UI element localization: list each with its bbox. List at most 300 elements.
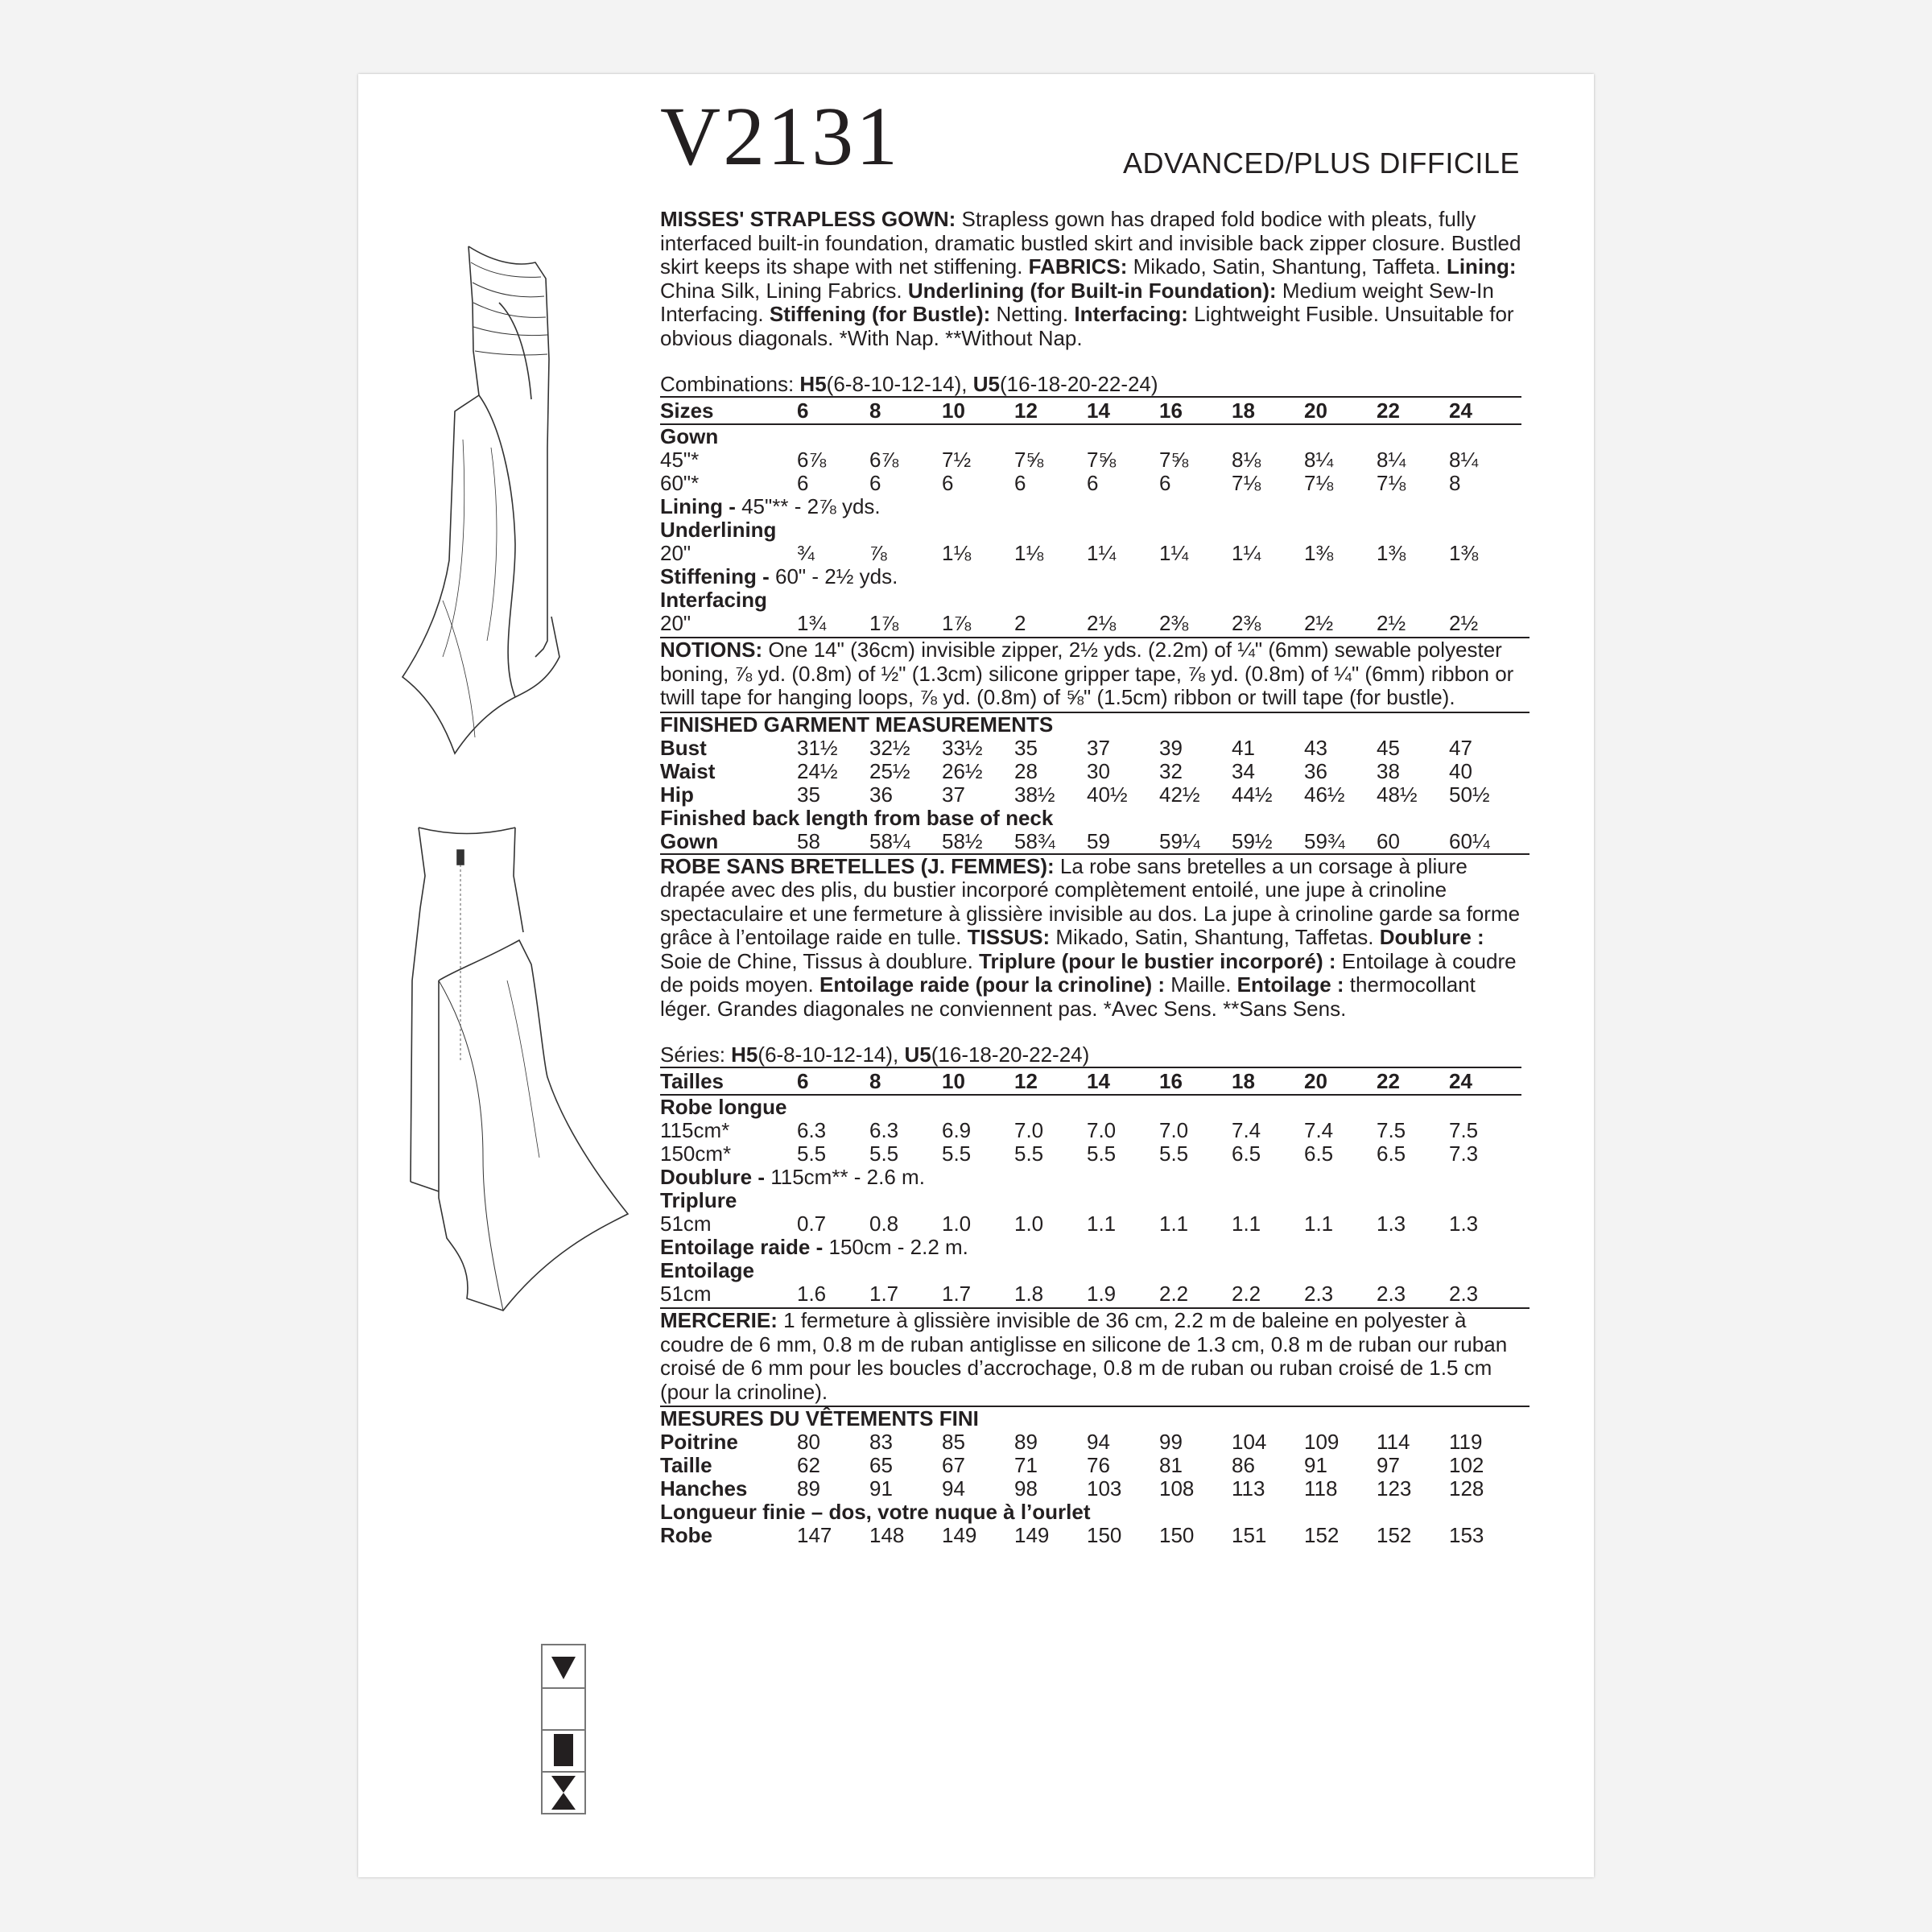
yardage-value: 6 <box>942 471 954 495</box>
measurement-row <box>660 1430 1521 1454</box>
text-run: La robe sans bretelles a un corsage à pliure drapée avec des plis, du bustier incorporé complètement entoilé, une jupe à crinoline spectaculaire et une fermeture à glissière invisible au dos. La jupe à crinoline garde sa forme grâce à l’entoilage raide en tulle. <box>660 853 1521 949</box>
yardage-value: 7.5 <box>1449 1118 1479 1142</box>
text-run: Entoilage à coudre de poids moyen. <box>660 948 1517 997</box>
row-label: Gown <box>660 828 719 853</box>
bold-run: FABRICS: <box>1028 254 1128 279</box>
yardage-value: 6.5 <box>1304 1141 1334 1166</box>
triangle-down-icon <box>550 1653 577 1681</box>
measurement-value: 91 <box>869 1476 893 1501</box>
measurement-value: 41 <box>1232 735 1255 760</box>
measurement-value: 37 <box>1087 735 1110 760</box>
yardage-value: 1⅞ <box>869 611 899 635</box>
measurement-value: 108 <box>1159 1476 1195 1501</box>
measurement-value: 44½ <box>1232 782 1273 807</box>
size-cell: 18 <box>1232 1067 1304 1095</box>
measurement-row <box>660 1454 1521 1477</box>
en-measurements-body <box>660 737 1521 853</box>
size-cell: 8 <box>869 397 942 424</box>
yardage-value: 1.0 <box>1014 1212 1044 1236</box>
measurement-value: 34 <box>1232 758 1255 783</box>
yardage-value: 0.7 <box>797 1212 827 1236</box>
size-cell: 24 <box>1449 1067 1521 1095</box>
yardage-row <box>660 1095 1521 1119</box>
text-run: Netting. <box>990 302 1075 326</box>
yardage-row <box>660 1142 1521 1166</box>
bold-run: Entoilage : <box>1236 972 1344 997</box>
yardage-value: 5.5 <box>1159 1141 1189 1166</box>
yardage-value: 7⅛ <box>1304 471 1334 495</box>
yardage-value: 1.6 <box>797 1282 827 1306</box>
text-run: thermocollant léger. Grandes diagonales ne conviennent pas. *Avec Sens. **Sans Sens. <box>660 972 1476 1021</box>
length-value: 59½ <box>1232 828 1273 853</box>
size-cell: 12 <box>1014 1067 1087 1095</box>
measurement-value: 28 <box>1014 758 1038 783</box>
yardage-value: 1.7 <box>869 1282 899 1306</box>
measurement-value: 50½ <box>1449 782 1490 807</box>
measurement-value: 85 <box>942 1430 965 1454</box>
yardage-row <box>660 612 1521 635</box>
yardage-value: 7⅝ <box>1087 448 1117 472</box>
text-run: (16-18-20-22-24) <box>931 1042 1090 1067</box>
yardage-value: 1⅛ <box>1014 541 1044 565</box>
measurement-value: 71 <box>1014 1453 1038 1477</box>
yardage-value: 2.2 <box>1232 1282 1261 1306</box>
measurement-value: 24½ <box>797 758 838 783</box>
yardage-value: 6.3 <box>797 1118 827 1142</box>
measurement-value: 25½ <box>869 758 910 783</box>
en-description <box>660 208 1530 350</box>
yardage-value: 6 <box>1159 471 1171 495</box>
size-cell: 16 <box>1159 397 1232 424</box>
yardage-value: 6⅞ <box>797 448 827 472</box>
row-label: Entoilage raide - 150cm - 2.2 m. <box>660 1235 968 1259</box>
text-run: One 14" (36cm) invisible zipper, 2½ yds. (2.2m) of ¼" (6mm) sewable polyester boning, ⅞ yd. (0.8m) of ½" (1.3cm) silicone gripper tape, ⅞ yd. (0.8m) of ¼" (6mm) ribbon or twill tape for hanging loops, ⅞ yd. (0.8m) of ⅝" (1.5cm) ribbon or twill tape (for bustle). <box>660 638 1514 709</box>
bold-run: H5 <box>731 1042 758 1067</box>
length-value: 60 <box>1377 828 1400 853</box>
length-value: 149 <box>1014 1523 1050 1547</box>
bold-run: Entoilage raide (pour la crinoline) : <box>819 972 1166 997</box>
en-measurements-table <box>660 737 1521 853</box>
measurement-value: 94 <box>1087 1430 1110 1454</box>
text-run: Medium weight Sew-In Interfacing. <box>660 278 1494 326</box>
size-cell: 20 <box>1304 397 1377 424</box>
en-notions <box>660 638 1530 710</box>
yardage-value: 7.4 <box>1232 1118 1261 1142</box>
back-view-sketch <box>402 819 636 1319</box>
measurement-row <box>660 783 1521 807</box>
length-value: 150 <box>1087 1523 1122 1547</box>
measurement-value: 35 <box>797 782 820 807</box>
yardage-value: 2½ <box>1377 611 1406 635</box>
measurement-value: 40½ <box>1087 782 1128 807</box>
size-cell: 6 <box>797 397 869 424</box>
pattern-number: V2131 <box>660 90 901 183</box>
yardage-value: 7.5 <box>1377 1118 1406 1142</box>
measurement-value: 89 <box>797 1476 820 1501</box>
yardage-value: 8 <box>1449 471 1461 495</box>
yardage-value: 6 <box>1014 471 1026 495</box>
yardage-row <box>660 1119 1521 1142</box>
row-label: Hip <box>660 782 694 807</box>
yardage-value: 6.3 <box>869 1118 899 1142</box>
measurement-value: 119 <box>1449 1430 1483 1454</box>
size-header-row <box>660 1067 1521 1095</box>
measurement-value: 48½ <box>1377 782 1418 807</box>
row-label: 45"* <box>660 448 700 472</box>
yardage-row <box>660 495 1521 518</box>
length-value: 59 <box>1087 828 1110 853</box>
fr-measurements-table <box>660 1430 1521 1547</box>
text-run: Mikado, Satin, Shantung, Taffetas. <box>1050 925 1380 949</box>
bold-run: Lining: <box>1446 254 1517 279</box>
row-label: Entoilage <box>660 1258 755 1282</box>
measurement-value: 113 <box>1232 1476 1265 1501</box>
yardage-value: 1.1 <box>1304 1212 1334 1236</box>
yardage-value: 8⅛ <box>1232 448 1261 472</box>
yardage-value: 0.8 <box>869 1212 899 1236</box>
row-label: 115cm* <box>660 1118 730 1142</box>
row-label: 20" <box>660 611 691 635</box>
difficulty-level: ADVANCED/PLUS DIFFICILE <box>1123 147 1520 180</box>
yardage-value: 1⅜ <box>1377 541 1406 565</box>
yardage-value: 8¼ <box>1449 448 1479 472</box>
yardage-value: 2 <box>1014 611 1026 635</box>
fr-measurements-body <box>660 1430 1521 1547</box>
size-cell: 16 <box>1159 1067 1232 1095</box>
measurement-value: 26½ <box>942 758 983 783</box>
bold-run: MISSES' STRAPLESS GOWN: <box>660 207 956 231</box>
yardage-value: 6⅞ <box>869 448 899 472</box>
row-label: Doublure - 115cm** - 2.6 m. <box>660 1165 925 1189</box>
text-run: (6-8-10-12-14), <box>758 1042 905 1067</box>
measurement-value: 36 <box>869 782 893 807</box>
bold-run: Doublure : <box>1379 925 1484 949</box>
yardage-value: 1¼ <box>1159 541 1189 565</box>
yardage-row <box>660 518 1521 542</box>
measurement-value: 38 <box>1377 758 1400 783</box>
measurement-value: 98 <box>1014 1476 1038 1501</box>
measurement-value: 30 <box>1087 758 1110 783</box>
row-label: Poitrine <box>660 1430 738 1454</box>
yardage-value: 1⅞ <box>942 611 972 635</box>
row-label: Robe longue <box>660 1095 787 1119</box>
measurement-value: 91 <box>1304 1453 1327 1477</box>
bold-run: Underlining (for Built-in Foundation): <box>907 278 1277 303</box>
yardage-value: ¾ <box>797 541 815 565</box>
size-cell: 10 <box>942 1067 1014 1095</box>
yardage-value: 7.0 <box>1014 1118 1044 1142</box>
rectangle-icon <box>554 1734 573 1766</box>
measurement-value: 94 <box>942 1476 965 1501</box>
size-label: Tailles <box>660 1067 797 1095</box>
length-value: 150 <box>1159 1523 1195 1547</box>
yardage-value: 7.3 <box>1449 1141 1479 1166</box>
fr-yardage-table <box>660 1067 1521 1306</box>
length-value: 58 <box>797 828 820 853</box>
yardage-value: 5.5 <box>942 1141 972 1166</box>
measurement-value: 76 <box>1087 1453 1110 1477</box>
bold-run: ROBE SANS BRETELLES (J. FEMMES): <box>660 853 1055 878</box>
yardage-value: 8¼ <box>1304 448 1334 472</box>
yardage-value: 1.3 <box>1449 1212 1479 1236</box>
measurement-value: 102 <box>1449 1453 1484 1477</box>
size-cell: 24 <box>1449 397 1521 424</box>
yardage-value: 2½ <box>1304 611 1334 635</box>
length-row <box>660 1524 1521 1547</box>
size-cell: 22 <box>1377 397 1449 424</box>
measurement-value: 38½ <box>1014 782 1055 807</box>
en-measurements-title: FINISHED GARMENT MEASUREMENTS <box>660 712 1054 737</box>
row-label: Robe <box>660 1523 712 1547</box>
measurement-value: 123 <box>1377 1476 1412 1501</box>
measurement-value: 97 <box>1377 1453 1400 1477</box>
yardage-value: 1.1 <box>1232 1212 1261 1236</box>
yardage-value: 5.5 <box>869 1141 899 1166</box>
yardage-value: ⅞ <box>869 541 887 565</box>
yardage-row <box>660 1282 1521 1306</box>
size-cell: 6 <box>797 1067 869 1095</box>
measurement-value: 32 <box>1159 758 1183 783</box>
measurement-value: 86 <box>1232 1453 1255 1477</box>
en-yardage-body <box>660 397 1521 635</box>
length-value: 152 <box>1304 1523 1340 1547</box>
yardage-value: 8¼ <box>1377 448 1406 472</box>
fr-combinations <box>660 1043 1530 1067</box>
yardage-value: 6 <box>869 471 881 495</box>
yardage-value: 5.5 <box>1014 1141 1044 1166</box>
length-title-row <box>660 807 1521 830</box>
bold-run: Interfacing: <box>1074 302 1188 326</box>
length-title-row <box>660 1501 1521 1524</box>
yardage-value: 1.9 <box>1087 1282 1117 1306</box>
bold-run: U5 <box>904 1042 931 1067</box>
text-run: Soie de Chine, Tissus à doublure. <box>660 948 980 973</box>
yardage-value: 2⅜ <box>1159 611 1189 635</box>
yardage-value: 6.5 <box>1232 1141 1261 1166</box>
row-label: Triplure <box>660 1188 737 1212</box>
yardage-value: 1⅜ <box>1304 541 1334 565</box>
yardage-value: 7.4 <box>1304 1118 1334 1142</box>
length-value: 58½ <box>942 828 983 853</box>
length-value: 60¼ <box>1449 828 1490 853</box>
yardage-value: 1.1 <box>1087 1212 1117 1236</box>
yardage-value: 2.2 <box>1159 1282 1189 1306</box>
text-run: (6-8-10-12-14), <box>826 372 973 396</box>
measurement-row <box>660 760 1521 783</box>
size-cell: 10 <box>942 397 1014 424</box>
measurement-value: 128 <box>1449 1476 1484 1501</box>
measurement-value: 35 <box>1014 735 1038 760</box>
yardage-value: 1¼ <box>1232 541 1261 565</box>
yardage-row <box>660 1259 1521 1282</box>
yardage-value: 7⅛ <box>1377 471 1406 495</box>
measurement-value: 33½ <box>942 735 983 760</box>
yardage-value: 2.3 <box>1449 1282 1479 1306</box>
yardage-value: 6 <box>1087 471 1099 495</box>
yardage-row <box>660 1212 1521 1236</box>
fr-measurements-title: MESURES DU VÊTEMENTS FINI <box>660 1406 979 1430</box>
fr-notions <box>660 1309 1530 1404</box>
length-title: Longueur finie – dos, votre nuque à l’ourlet <box>660 1500 1091 1524</box>
bold-run: H5 <box>799 372 827 396</box>
text-run: Strapless gown has draped fold bodice with pleats, fully interfaced built-in foundation, dramatic bustled skirt and invisible back zipper closure. Bustled skirt keeps its shape with net stiffening. <box>660 207 1521 279</box>
yardage-row <box>660 588 1521 612</box>
row-label: Taille <box>660 1453 712 1477</box>
text-run: (16-18-20-22-24) <box>1000 372 1158 396</box>
yardage-row <box>660 472 1521 495</box>
row-label: 150cm* <box>660 1141 732 1166</box>
row-label: Gown <box>660 424 719 448</box>
measurement-value: 81 <box>1159 1453 1183 1477</box>
measurement-row <box>660 737 1521 760</box>
row-label: Waist <box>660 758 716 783</box>
length-value: 148 <box>869 1523 905 1547</box>
measurement-value: 47 <box>1449 735 1472 760</box>
length-value: 152 <box>1377 1523 1412 1547</box>
yardage-value: 1.8 <box>1014 1282 1044 1306</box>
row-label: 51cm <box>660 1282 712 1306</box>
yardage-value: 1¾ <box>797 611 827 635</box>
yardage-value: 7⅝ <box>1159 448 1189 472</box>
measurement-value: 31½ <box>797 735 838 760</box>
yardage-value: 1⅜ <box>1449 541 1479 565</box>
measurement-value: 80 <box>797 1430 820 1454</box>
text-run: China Silk, Lining Fabrics. <box>660 278 908 303</box>
size-cell: 8 <box>869 1067 942 1095</box>
size-cell: 14 <box>1087 397 1159 424</box>
row-label: Lining - 45"** - 2⅞ yds. <box>660 494 881 518</box>
text-run: Maille. <box>1165 972 1237 997</box>
length-value: 58¼ <box>869 828 910 853</box>
measurement-value: 43 <box>1304 735 1327 760</box>
yardage-value: 2.3 <box>1304 1282 1334 1306</box>
en-combinations <box>660 373 1530 396</box>
size-cell: 22 <box>1377 1067 1449 1095</box>
measurement-value: 89 <box>1014 1430 1038 1454</box>
bold-run: Stiffening (for Bustle): <box>769 302 991 326</box>
measurement-value: 109 <box>1304 1430 1340 1454</box>
yardage-value: 2½ <box>1449 611 1479 635</box>
yardage-row <box>660 1189 1521 1212</box>
length-value: 153 <box>1449 1523 1484 1547</box>
yardage-row <box>660 542 1521 565</box>
size-label: Sizes <box>660 397 797 424</box>
measurement-value: 42½ <box>1159 782 1200 807</box>
en-yardage-table <box>660 396 1521 635</box>
yardage-value: 7½ <box>942 448 972 472</box>
yardage-value: 1¼ <box>1087 541 1117 565</box>
text-run: Séries: <box>660 1042 732 1067</box>
yardage-value: 7.0 <box>1159 1118 1189 1142</box>
row-label: 20" <box>660 541 691 565</box>
size-cell: 14 <box>1087 1067 1159 1095</box>
measurement-value: 45 <box>1377 735 1400 760</box>
yardage-value: 2⅜ <box>1232 611 1261 635</box>
row-label: Bust <box>660 735 707 760</box>
yardage-value: 1.3 <box>1377 1212 1406 1236</box>
row-label: Interfacing <box>660 588 767 612</box>
row-label: Underlining <box>660 518 777 542</box>
text-run: Combinations: <box>660 372 800 396</box>
measurement-value: 104 <box>1232 1430 1267 1454</box>
length-value: 59¾ <box>1304 828 1345 853</box>
yardage-value: 7⅛ <box>1232 471 1261 495</box>
length-value: 59¼ <box>1159 828 1200 853</box>
bold-run: U5 <box>972 372 1000 396</box>
measurement-value: 39 <box>1159 735 1183 760</box>
measurement-value: 32½ <box>869 735 910 760</box>
bold-run: NOTIONS: <box>660 638 763 662</box>
row-label: Hanches <box>660 1476 748 1501</box>
measurement-value: 99 <box>1159 1430 1183 1454</box>
yardage-value: 7⅝ <box>1014 448 1044 472</box>
length-row <box>660 830 1521 853</box>
yardage-row <box>660 565 1521 588</box>
measurement-value: 65 <box>869 1453 893 1477</box>
yardage-value: 1.1 <box>1159 1212 1189 1236</box>
yardage-row <box>660 448 1521 472</box>
fabric-legend <box>541 1644 586 1814</box>
measurement-row <box>660 1477 1521 1501</box>
fr-description <box>660 855 1530 1022</box>
size-cell: 20 <box>1304 1067 1377 1095</box>
row-label: 51cm <box>660 1212 712 1236</box>
size-header-row <box>660 397 1521 424</box>
length-value: 147 <box>797 1523 832 1547</box>
yardage-value: 2⅛ <box>1087 611 1117 635</box>
bold-run: Triplure (pour le bustier incorporé) : <box>979 948 1336 973</box>
yardage-value: 5.5 <box>1087 1141 1117 1166</box>
yardage-value: 6.5 <box>1377 1141 1406 1166</box>
hourglass-icon <box>551 1776 576 1810</box>
text-run: 1 fermeture à glissière invisible de 36 cm, 2.2 m de baleine en polyester à coudre de 6 mm, 0.8 m de ruban antiglisse en silicone de 1.3 cm, 0.8 m de ruban our ruban croisé de 6 mm pour les boucles d’accrochage, 0.8 m de ruban ou ruban croisé de 1.5 cm (pour la crinoline). <box>660 1308 1508 1404</box>
yardage-row <box>660 1236 1521 1259</box>
bold-run: TISSUS: <box>967 925 1051 949</box>
measurement-value: 46½ <box>1304 782 1345 807</box>
measurement-value: 103 <box>1087 1476 1122 1501</box>
yardage-row <box>660 1166 1521 1189</box>
yardage-value: 6 <box>797 471 809 495</box>
measurement-value: 36 <box>1304 758 1327 783</box>
measurement-value: 114 <box>1377 1430 1410 1454</box>
content-column <box>660 208 1530 1547</box>
yardage-value: 1.0 <box>942 1212 972 1236</box>
bold-run: MERCERIE: <box>660 1308 778 1332</box>
yardage-value: 5.5 <box>797 1141 827 1166</box>
length-value: 58¾ <box>1014 828 1055 853</box>
size-cell: 18 <box>1232 397 1304 424</box>
yardage-value: 2.3 <box>1377 1282 1406 1306</box>
yardage-value: 1.7 <box>942 1282 972 1306</box>
measurement-value: 37 <box>942 782 965 807</box>
text-run: Lightweight Fusible. Unsuitable for obvious diagonals. *With Nap. **Without Nap. <box>660 302 1514 350</box>
measurement-value: 40 <box>1449 758 1472 783</box>
length-value: 151 <box>1232 1523 1267 1547</box>
measurement-value: 83 <box>869 1430 893 1454</box>
length-title: Finished back length from base of neck <box>660 805 1054 830</box>
row-label: Stiffening - 60" - 2½ yds. <box>660 564 898 588</box>
row-label: 60"* <box>660 471 700 495</box>
front-view-sketch <box>394 238 644 762</box>
yardage-value: 6.9 <box>942 1118 972 1142</box>
text-run: Mikado, Satin, Shantung, Taffeta. <box>1127 254 1447 279</box>
length-value: 149 <box>942 1523 977 1547</box>
measurement-value: 67 <box>942 1453 965 1477</box>
yardage-row <box>660 424 1521 448</box>
yardage-value: 1⅛ <box>942 541 972 565</box>
fr-yardage-body <box>660 1067 1521 1306</box>
measurement-value: 118 <box>1304 1476 1338 1501</box>
